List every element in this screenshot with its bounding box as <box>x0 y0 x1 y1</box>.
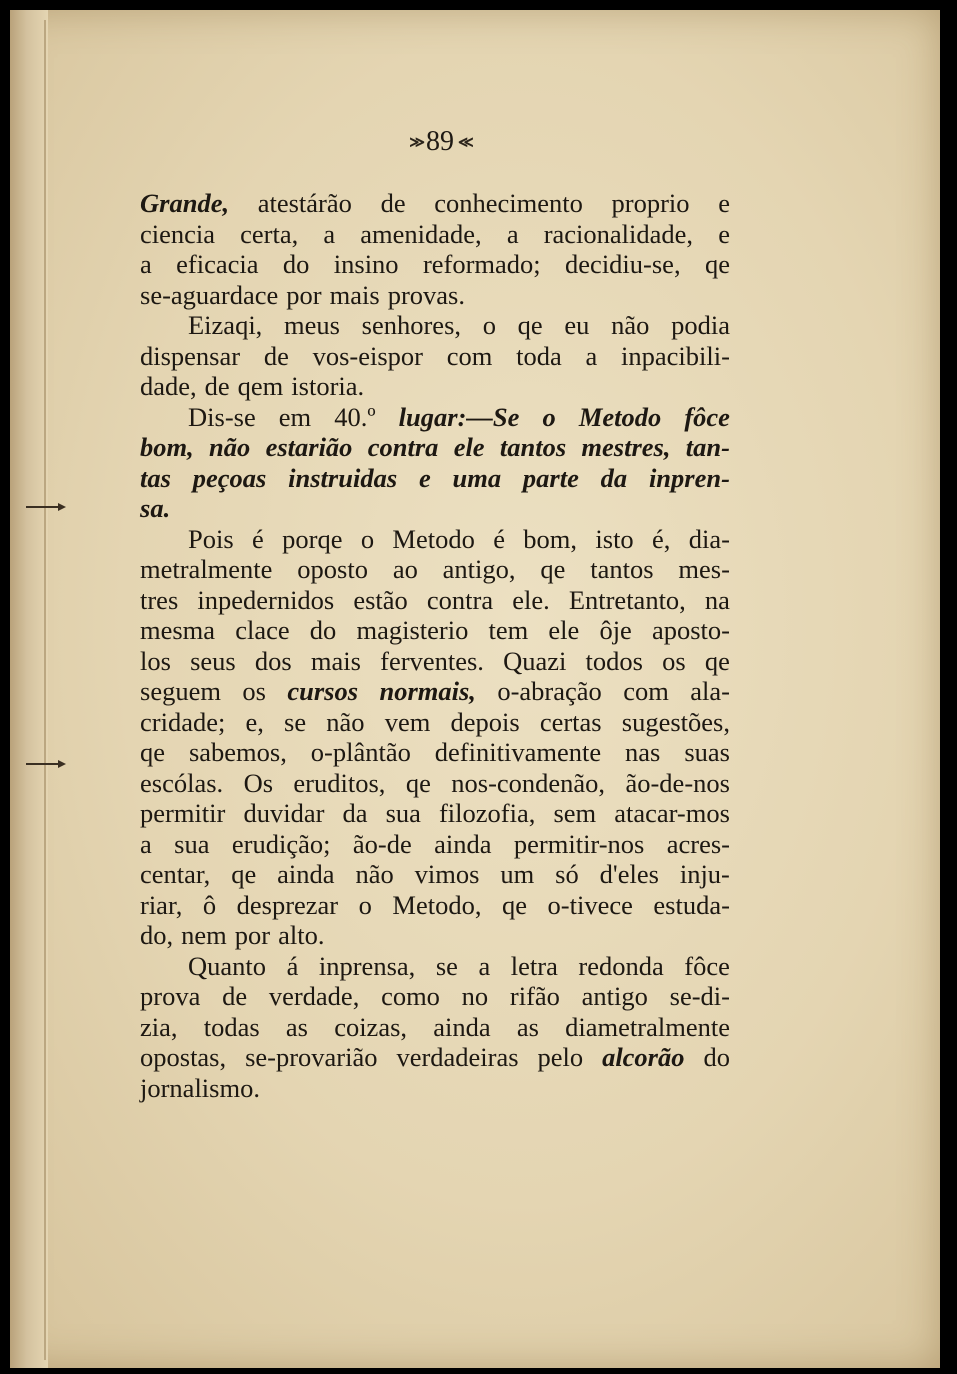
word: nas <box>625 737 661 767</box>
word: as <box>516 1011 539 1042</box>
word: verdadeiras <box>396 1042 519 1072</box>
word: toda <box>516 340 562 371</box>
italic-word: uma <box>452 462 502 493</box>
word: Quanto <box>188 950 267 981</box>
text-line <box>140 981 730 1012</box>
word: porqe <box>282 523 343 554</box>
word: qe <box>502 889 528 920</box>
word: Quazi <box>503 645 567 676</box>
word: todos <box>585 645 643 676</box>
italic-word: Metodo <box>578 401 662 432</box>
italic-word: o <box>542 401 556 432</box>
word: do, <box>140 920 174 950</box>
italic-word: inpren- <box>648 462 730 493</box>
word: nem <box>181 920 227 950</box>
word: sua <box>385 798 421 828</box>
text-line <box>140 280 730 311</box>
text-line <box>140 615 730 646</box>
word: reformado; <box>422 249 541 279</box>
word: é <box>493 523 505 554</box>
word: amenidade, <box>360 218 482 249</box>
word: da <box>342 798 368 828</box>
word: podia <box>671 310 730 340</box>
word: o <box>482 310 496 340</box>
word: estuda- <box>653 889 730 920</box>
text-line <box>140 859 730 890</box>
italic-word: parte <box>522 462 579 493</box>
word: fôce <box>684 950 730 981</box>
text-line <box>140 890 730 921</box>
italic-word: cursos <box>287 676 359 706</box>
word: no <box>461 981 489 1011</box>
italic-word: tan- <box>685 432 730 462</box>
ornament-left-icon: ≫ <box>409 134 422 151</box>
word: escólas. <box>140 767 224 798</box>
italic-word: bom, <box>140 432 194 462</box>
word: atacar-mos <box>614 798 730 828</box>
word: istoria. <box>291 371 365 401</box>
word: é <box>252 523 264 554</box>
word: antigo <box>581 981 648 1011</box>
ornament-right-icon: ≪ <box>458 134 471 151</box>
word: Dis-se <box>188 401 256 432</box>
word: permitir-nos <box>513 828 645 859</box>
italic-word: tas <box>140 462 171 493</box>
word: dispensar <box>140 340 241 371</box>
word: prova <box>140 981 201 1011</box>
word: certas <box>539 706 602 737</box>
word: qem <box>237 371 284 401</box>
gutter-crease <box>44 20 46 1360</box>
word: ao <box>392 554 418 584</box>
word: qe <box>540 554 566 584</box>
word: do <box>282 249 310 279</box>
word: sem <box>553 798 597 828</box>
word: vimos <box>414 859 480 889</box>
word: alto. <box>278 920 325 950</box>
text-line <box>140 402 730 433</box>
word: qe <box>140 737 166 767</box>
word: Eizaqi, <box>188 310 263 340</box>
word: em <box>278 401 312 432</box>
word: qe <box>704 645 730 676</box>
word: erudição; <box>231 828 331 859</box>
word: tres <box>140 584 179 615</box>
text-line <box>140 1012 730 1043</box>
word: estão <box>353 584 408 615</box>
word: eficacia <box>176 249 259 279</box>
text-line <box>140 463 730 494</box>
word: ôje <box>599 615 632 645</box>
word: um <box>500 859 535 889</box>
italic-word: contra <box>367 432 439 462</box>
word: ele <box>548 615 580 645</box>
text-line <box>140 646 730 677</box>
italic-word: fôce <box>684 401 730 432</box>
word: com <box>446 340 493 371</box>
word: Entretanto, <box>568 584 686 615</box>
word: opostas, <box>140 1042 227 1072</box>
text-line <box>140 1073 730 1104</box>
word: por <box>234 920 271 950</box>
word: como <box>381 981 440 1011</box>
italic-word: da <box>600 462 628 493</box>
word: do <box>703 1042 730 1072</box>
word: racionalidade, <box>543 218 694 249</box>
word: eruditos, <box>293 767 386 798</box>
word: e, <box>245 706 264 737</box>
text-line <box>140 951 730 982</box>
word: qe <box>231 859 257 889</box>
word: por <box>286 279 322 310</box>
word: acres- <box>666 828 730 859</box>
word: á <box>286 950 299 981</box>
text-line <box>140 768 730 799</box>
word: pelo <box>537 1042 584 1072</box>
word: eu <box>564 310 590 340</box>
word: a <box>506 218 519 249</box>
word: los <box>140 645 171 676</box>
word: ão-de <box>352 828 412 859</box>
word: mais <box>310 645 361 676</box>
word: não <box>355 859 394 889</box>
word: se-provarião <box>245 1042 378 1072</box>
word: os <box>242 676 266 706</box>
italic-word: estarião <box>265 432 353 462</box>
word: inpacibili- <box>621 340 730 371</box>
word: com <box>623 676 669 706</box>
word: clace <box>235 615 290 645</box>
text-line <box>140 737 730 768</box>
text-line <box>140 371 730 402</box>
word: sabemos, <box>188 737 287 767</box>
word: zia, <box>140 1011 178 1042</box>
word: mais <box>329 279 380 310</box>
word: bom, <box>523 523 578 554</box>
text-line <box>140 920 730 951</box>
word: depois <box>450 706 520 737</box>
word: vos-eispor <box>312 340 424 371</box>
word: ão-de-nos <box>625 767 730 798</box>
word: contra <box>426 584 494 615</box>
word: oposto <box>297 554 368 584</box>
word: as <box>285 1011 308 1042</box>
word: se <box>435 950 458 981</box>
word: Os <box>243 767 274 798</box>
word: qe <box>704 249 730 279</box>
word: 40.º <box>334 401 376 432</box>
word: ele. <box>512 584 550 615</box>
word: sua <box>174 828 210 859</box>
text-line <box>140 585 730 616</box>
word: inpedernidos <box>197 584 335 615</box>
italic-word: ele <box>453 432 485 462</box>
italic-word: Grande, <box>140 188 230 218</box>
word: a <box>323 218 336 249</box>
word: todas <box>203 1011 260 1042</box>
word: conhecimento <box>434 188 583 218</box>
word: certa, <box>240 218 299 249</box>
word: o <box>360 523 375 554</box>
text-line <box>140 188 730 219</box>
word: dos <box>254 645 292 676</box>
word: antigo, <box>442 554 516 584</box>
word: os <box>662 645 686 676</box>
text-line <box>140 554 730 585</box>
word: tem <box>488 615 529 645</box>
word: permitir <box>140 798 226 828</box>
word: definitivamente <box>434 737 602 767</box>
word: diametralmente <box>565 1011 730 1042</box>
word: não <box>326 706 365 737</box>
word: provas. <box>387 279 465 310</box>
word: é, <box>652 523 671 554</box>
word: centar, <box>140 859 211 889</box>
word: dade, <box>140 371 197 401</box>
body-text <box>140 188 730 1103</box>
word: jornalismo. <box>140 1072 260 1103</box>
word: sugestões, <box>621 706 730 737</box>
word: nos-condenão, <box>451 767 606 798</box>
text-line <box>140 310 730 341</box>
word: se-aguardace <box>140 279 279 310</box>
text-line <box>140 798 730 829</box>
word: de <box>204 371 230 401</box>
word: não <box>611 310 650 340</box>
italic-word: alcorão <box>602 1042 685 1072</box>
word: d'eles <box>599 859 659 889</box>
text-line <box>140 707 730 738</box>
margin-pointer-icon <box>26 503 66 511</box>
italic-word: lugar:—Se <box>398 401 520 432</box>
italic-word: tantos <box>499 432 567 462</box>
text-line <box>140 524 730 555</box>
word: verdade, <box>268 981 360 1011</box>
word: o-plântão <box>310 737 411 767</box>
word: coizas, <box>334 1011 408 1042</box>
word: do <box>309 615 337 645</box>
word: suas <box>684 737 730 767</box>
italic-word: não <box>209 432 251 462</box>
word: inprensa, <box>318 950 416 981</box>
text-line <box>140 493 730 524</box>
word: e <box>718 188 730 218</box>
word: atestárão <box>257 188 352 218</box>
word: proprio <box>611 188 690 218</box>
italic-word: e <box>418 462 431 493</box>
word: dia- <box>688 523 730 554</box>
word: riar, <box>140 889 183 920</box>
italic-word: normais, <box>379 676 476 706</box>
word: Metodo <box>392 523 475 554</box>
word: de <box>222 981 248 1011</box>
word: isto <box>595 523 634 554</box>
italic-word: sa. <box>140 493 171 523</box>
margin-pointer-icon <box>26 760 66 768</box>
word: metralmente <box>140 554 273 584</box>
word: inju- <box>679 859 730 889</box>
word: na <box>704 584 730 615</box>
word: se <box>284 706 307 737</box>
text-line <box>140 432 730 463</box>
word: a <box>585 340 598 371</box>
word: ainda <box>434 828 492 859</box>
text-line <box>140 1042 730 1073</box>
word: o <box>358 889 372 920</box>
italic-word: mestres, <box>581 432 671 462</box>
word: Metodo, <box>392 889 482 920</box>
word: ainda <box>277 859 335 889</box>
word: letra <box>510 950 558 981</box>
word: cridade; <box>140 706 226 737</box>
word: magisterio <box>356 615 469 645</box>
word: desprezar <box>236 889 339 920</box>
word: aposto- <box>651 615 730 645</box>
word: de <box>380 188 406 218</box>
word: senhores, <box>361 310 462 340</box>
word: ala- <box>690 676 730 706</box>
word: se-di- <box>669 981 730 1011</box>
text-line <box>140 676 730 707</box>
word: redonda <box>578 950 664 981</box>
text-line <box>140 341 730 372</box>
text-line <box>140 249 730 280</box>
word: a <box>140 828 152 859</box>
book-gutter <box>10 10 48 1368</box>
word: qe <box>405 767 431 798</box>
word: filozofia, <box>438 798 536 828</box>
word: tantos <box>590 554 654 584</box>
page-header <box>380 122 500 162</box>
word: duvidar <box>243 798 325 828</box>
word: seus <box>190 645 236 676</box>
word: ciencia <box>140 218 216 249</box>
word: mesma <box>140 615 216 645</box>
word: insino <box>333 249 399 279</box>
word: o-tivece <box>547 889 633 920</box>
word: e <box>718 218 730 249</box>
word: o-abração <box>497 676 602 706</box>
text-line <box>140 829 730 860</box>
word: rifão <box>509 981 560 1011</box>
word: só <box>555 859 579 889</box>
word: ainda <box>433 1011 491 1042</box>
word: decidiu-se, <box>565 249 681 279</box>
page-number: 89 <box>426 126 454 157</box>
word: meus <box>284 310 340 340</box>
word: a <box>140 249 152 279</box>
text-line <box>140 219 730 250</box>
word: vem <box>384 706 431 737</box>
word: Pois <box>188 523 234 554</box>
italic-word: peçoas <box>192 462 267 493</box>
word: ô <box>202 889 217 920</box>
word: a <box>478 950 491 981</box>
word: ferventes. <box>380 645 484 676</box>
word: mes- <box>678 554 730 584</box>
word: qe <box>517 310 543 340</box>
word: seguem <box>140 676 221 706</box>
word: de <box>263 340 289 371</box>
italic-word: instruidas <box>288 462 398 493</box>
